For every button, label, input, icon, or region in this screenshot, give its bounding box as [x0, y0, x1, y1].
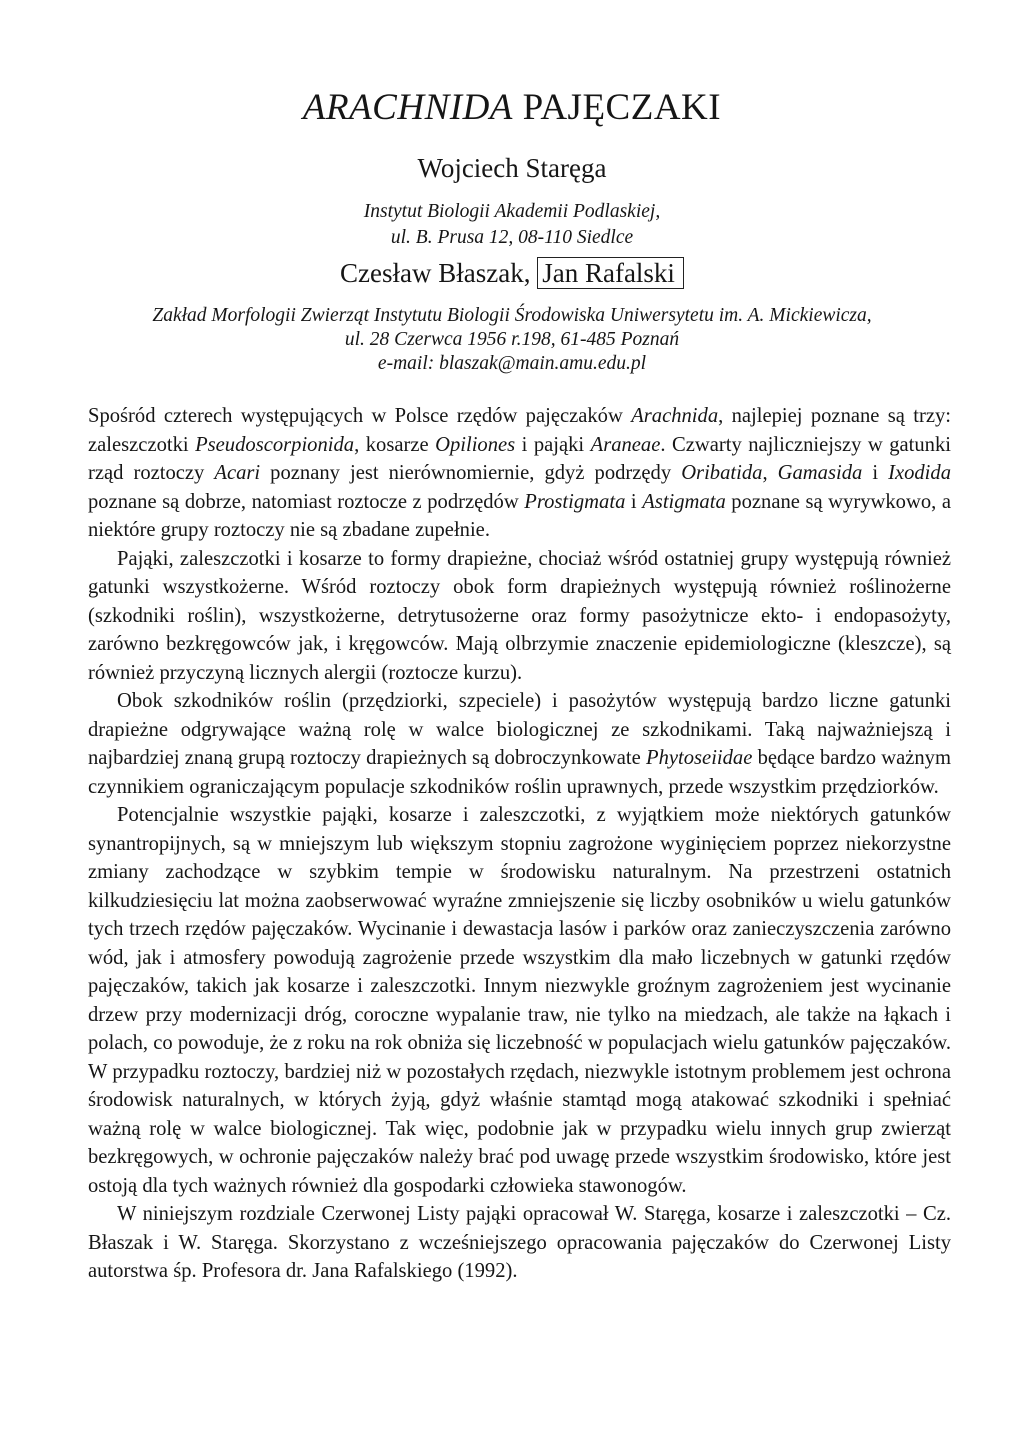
taxon-name: Ixodida [888, 462, 952, 484]
paragraph: W niniejszym rozdziale Czerwonej Listy pająki opracował W. Staręga, kosarze i zaleszczotki – Cz. Błaszak i W. Staręga. Skorzystano z wcześniejszego opracowania pajęczaków do Czerwonej Listy autorstwa śp. Profesora dr. Jana Rafalskiego (1992). [88, 1203, 951, 1282]
affiliation-line: Instytut Biologii Akademii Podlaskiej, [363, 201, 661, 222]
taxon-name: Pseudoscorpionida [195, 433, 355, 456]
coauthor-name: Czesław Błaszak, [340, 258, 531, 288]
taxon-name: Phytoseiidae [646, 747, 753, 769]
taxon-name: Opiliones [435, 433, 516, 456]
chapter-title [0, 86, 1024, 130]
taxon-name: Acari [214, 462, 261, 484]
taxon-name: Oribatida [681, 462, 763, 484]
paragraph: Potencjalnie wszystkie pająki, kosarze i zaleszczotki, z wyjątkiem może niektórych gatunków synantropijnych, są w mniejszym lub większym stopniu zagrożone wyginięciem poprzez niekorzystne zmiany zachodzące w szybkim tempie w środowisku naturalnym. Na przestrzeni ostatnich kilkudziesięciu lat można zaobserwować wyraźne zmniejszenie się liczby osobników u wielu gatunków tych trzech rzędów pajęczaków. Wycinanie i dewastacja lasów i parków oraz zanieczyszczenia zarówno wód, jak i atmosfery powodują zagrożenie przede wszystkim dla mało liczebnych w gatunki rzędów pajęczaków, takich jak kosarze i zaleszczotki. Innym niezwykle groźnym zagrożeniem jest wycinanie drzew przy modernizacji dróg, coroczne wypalanie traw, nie tylko na miedzach, ale także na łąkach i polach, co powoduje, że z roku na rok obniża się liczebność w populacjach wielu gatunków pajęczaków. W przypadku roztoczy, bardziej niż w pozostałych rzędach, niezwykle istotnym problemem jest ochrona środowisk naturalnych, w których żyją, gdyż właśnie stamtąd mogą atakować szkodniki i spełniać ważną rolę w walce biologicznej. Tak więc, podobnie jak w przypadku wielu innych grup zwierząt bezkręgowych, w ochronie pajęczaków należy brać pod uwagę przede wszystkim środowisko, które jest ostoją dla tych ważnych również dla gospodarki człowieka stawonogów. [88, 804, 951, 1197]
paragraph: Spośród czterech występujących w Polsce rzędów pajęczaków Arachnida, najlepiej poznane są trzy: zaleszczotki Pseudoscorpionida, kosarze Opiliones i pająki Araneae. Czwarty najliczniejszy w gatunki rząd roztoczy Acari poznany jest nierównomiernie, gdyż podrzędy Oribatida, Gamasida i Ixodida poznane są dobrze, natomiast roztocze z podrzędów Prostigmata i Astigmata poznane są wyrywkowo, a niektóre grupy roztoczy nie są zbadane zupełnie. [88, 405, 952, 541]
taxon-name: Gamasida [777, 462, 863, 484]
email-line: e-mail: blaszak@main.amu.edu.pl [377, 353, 647, 374]
paragraph: Obok szkodników roślin (przędziorki, szpeciele) i pasożytów występują bardzo liczne gatunki drapieżne odgrywające ważną rolę w walce biologicznej ze szkodnikami. Taką najważniejszą i najbardziej znaną grupą roztoczy drapieżnych są dobroczynkowate Phytoseiidae będące bardzo ważnym czynnikiem ograniczającym populacje szkodników roślin uprawnych, przede wszystkim przędziorków. [88, 690, 951, 798]
taxon-name: Astigmata [642, 490, 726, 513]
coauthor-affiliation [0, 304, 1024, 376]
affiliation-line: ul. B. Prusa 12, 08-110 Siedlce [390, 227, 634, 248]
title-polish: PAJĘCZAKI [522, 87, 722, 128]
body-text [88, 402, 951, 1286]
author-name: Wojciech Staręga [417, 153, 607, 183]
title-latin: ARACHNIDA [302, 87, 513, 128]
taxon-name: Araneae [590, 433, 661, 456]
author-affiliation [0, 199, 1024, 251]
affiliation-line: ul. 28 Czerwca 1956 r.198, 61-485 Poznań [344, 329, 680, 350]
affiliation-line: Zakład Morfologii Zwierząt Instytutu Biologii Środowiska Uniwersytetu im. A. Mickiewicza, [152, 305, 872, 326]
taxon-name: Prostigmata [524, 490, 626, 513]
taxon-name: Arachnida [631, 405, 719, 427]
coauthor-names [0, 257, 1024, 289]
paragraph: Pająki, zaleszczotki i kosarze to formy drapieżne, chociaż wśród ostatniej grupy występują również gatunki wszystkożerne. Wśród roztoczy obok form drapieżnych występują również roślinożerne (szkodniki roślin), wszystkożerne, detrytusożerne oraz formy pasożytnicze ekto- i endopasożyty, zarówno bezkręgowców jak, i kręgowców. Mają olbrzymie znaczenie epidemiologiczne (kleszcze), są również przyczyną licznych alergii (roztocze kurzu). [88, 547, 951, 684]
coauthor-name-boxed: Jan Rafalski [537, 257, 684, 289]
